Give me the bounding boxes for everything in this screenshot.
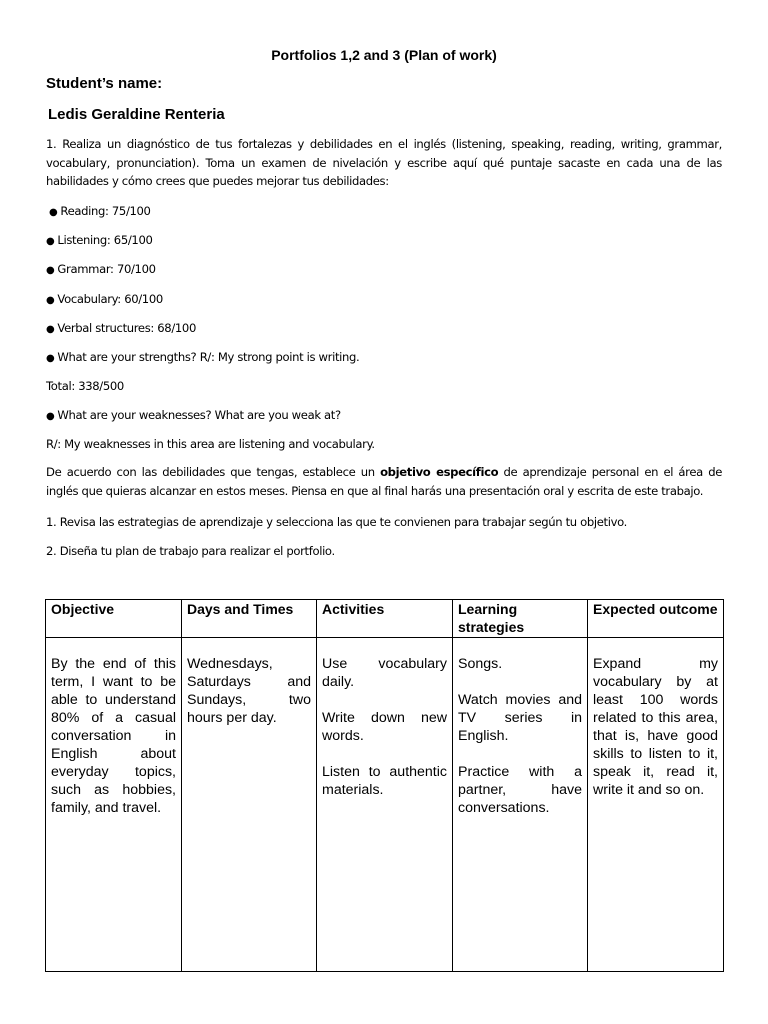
cell-expected-outcome: Expand my vocabulary by at least 100 words related to this area, that is, have good skills to listen to it, speak it, read it, write it and so on. [588,638,724,972]
header-activities: Activities [317,600,453,638]
score-total: Total: 338/500 [46,379,124,393]
strategy-item: Watch movies and TV series in English. [458,692,582,744]
bullet-icon: ● [46,411,55,422]
step-1: 1. Revisa las estrategias de aprendizaje y selecciona las que te convienen para trabajar según tu objetivo. [46,515,627,529]
activity-item: Write down new words. [322,710,447,744]
header-days-and-times: Days and Times [182,600,317,638]
table-header-row [46,600,724,638]
cell-objective: By the end of this term, I want to be able to understand 80% of a casual conversation in English about everyday topics, such as hobbies, family, and travel. [46,638,182,972]
objective-emphasis: objetivo específico [380,465,499,479]
diagnostic-instruction: 1. Realiza un diagnóstico de tus fortalezas y debilidades en el inglés (listening, speaking, reading, writing, grammar, vocabulary, pronunciation). Toma un examen de nivelación y escribe aquí qué puntaje sacaste en cada una de las habilidades y cómo crees que puedes mejorar tus debilidades: [46,137,722,188]
student-name-label: Student’s name: [46,75,163,92]
plan-of-work-table [45,599,724,972]
score-vocabulary: ● Vocabulary: 60/100 [46,292,163,306]
score-verbal-structures: ● Verbal structures: 68/100 [46,321,196,335]
weakness-question: ● What are your weaknesses? What are you weak at? [46,408,341,422]
header-learning-strategies: Learning strategies [453,600,588,638]
step-2: 2. Diseña tu plan de trabajo para realizar el portfolio. [46,544,335,558]
score-reading: ● Reading: 75/100 [49,204,151,218]
weakness-answer: R/: My weaknesses in this area are listening and vocabulary. [46,437,375,451]
student-name: Ledis Geraldine Renteria [48,106,225,123]
header-expected-outcome: Expected outcome [588,600,724,638]
activity-item: Listen to authentic materials. [322,764,447,798]
strengths-question: ● What are your strengths? R/: My strong point is writing. [46,350,360,364]
strategy-item: Songs. [458,656,503,672]
header-objective: Objective [46,600,182,638]
score-listening: ● Listening: 65/100 [46,233,153,247]
activity-item: Use vocabulary daily. [322,656,447,690]
cell-activities [317,638,453,972]
table-row [46,638,724,972]
document-title: Portfolios 1,2 and 3 (Plan of work) [271,47,497,63]
cell-learning-strategies [453,638,588,972]
bullet-icon: ● [46,295,55,306]
bullet-icon: ● [46,353,55,364]
bullet-icon: ● [46,236,55,247]
bullet-icon: ● [46,324,55,335]
bullet-icon: ● [49,207,58,218]
cell-days-and-times: Wednesdays, Saturdays and Sundays, two hours per day. [182,638,317,972]
bullet-icon: ● [46,265,55,276]
strategy-item: Practice with a partner, have conversations. [458,764,582,816]
score-grammar: ● Grammar: 70/100 [46,262,156,276]
objective-instruction: De acuerdo con las debilidades que tengas, establece un objetivo específico de aprendizaje personal en el área de inglés que quieras alcanzar en estos meses. Piensa en que al final harás una presentación oral y escrita de este trabajo. [46,465,723,498]
